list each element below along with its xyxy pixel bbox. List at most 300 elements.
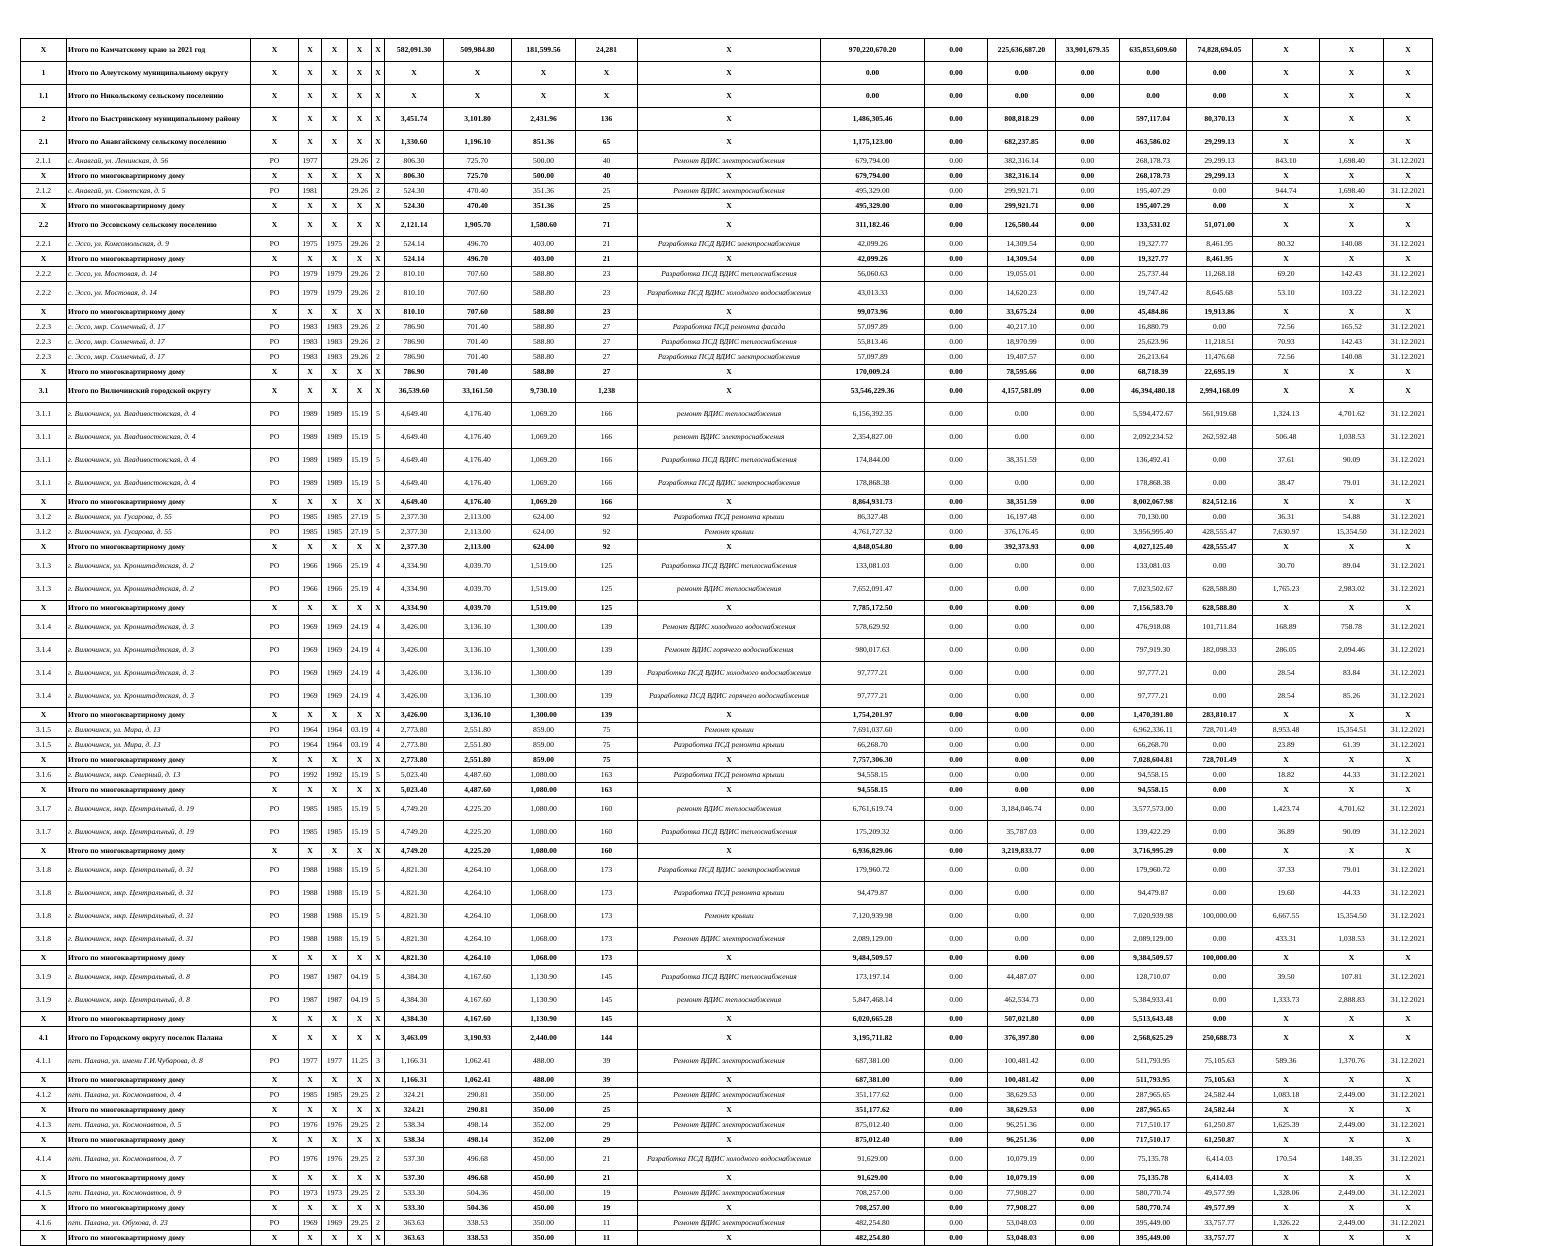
cell-max-unit-cost: X [1320, 1171, 1384, 1186]
cell-cost-other: 628,588.80 [1187, 578, 1253, 601]
cell-area-total: 786.90 [385, 320, 444, 335]
cell-floors: X [372, 1073, 385, 1088]
cell-cost-total: 980,017.63 [821, 639, 925, 662]
cell-cost-regional: 3,219,833.77 [988, 844, 1056, 859]
cell-cost-municipal: 0.00 [1056, 380, 1120, 403]
cell-cost-other: 29,299.13 [1187, 131, 1253, 154]
cell-cost-total: 170,009.24 [821, 365, 925, 380]
cell-wear-date: X [348, 380, 372, 403]
total-row [21, 62, 1433, 85]
cell-floors: X [372, 199, 385, 214]
cell-cost-owners: 268,178.73 [1120, 154, 1187, 169]
cell-unit-cost: X [1253, 1027, 1320, 1050]
cell-cost-other: 0.00 [1187, 989, 1253, 1012]
cell-cost-municipal: 0.00 [1056, 882, 1120, 905]
cell-cost-regional: 3,184,046.74 [988, 798, 1056, 821]
cell-cost-total: 133,081.03 [821, 555, 925, 578]
cell-row-number: 2.1.2 [21, 184, 67, 199]
cell-max-unit-cost: 1,038.53 [1320, 426, 1384, 449]
cell-unit-cost: 19.60 [1253, 882, 1320, 905]
cell-area-roof: 1,300.00 [512, 685, 576, 708]
cell-unit-cost: 70.93 [1253, 335, 1320, 350]
cell-row-number: 4.1.2 [21, 1088, 67, 1103]
cell-object-name: с. Эссо, ул. Мостовая, д. 14 [67, 282, 251, 305]
cell-area-roof: 1,080.00 [512, 798, 576, 821]
cell-row-number: X [21, 601, 67, 616]
table-row [21, 768, 1433, 783]
cell-cost-municipal: 0.00 [1056, 335, 1120, 350]
cell-floors: 5 [372, 426, 385, 449]
cell-completion-date: X [1384, 1171, 1433, 1186]
cell-year-renov: 1976 [322, 1148, 348, 1171]
cell-work-type: Разработка ПСД ВДИС теплоснабжения [638, 966, 821, 989]
cell-floors: X [372, 169, 385, 184]
cell-cost-municipal: 0.00 [1056, 966, 1120, 989]
cell-cost-total: 86,327.48 [821, 510, 925, 525]
cell-cost-owners: 16,880.79 [1120, 320, 1187, 335]
cell-area-total: 4,649.40 [385, 495, 444, 510]
cell-floors: X [372, 1231, 385, 1246]
cell-year-built: 1992 [299, 768, 322, 783]
cell-unit-cost: 38.47 [1253, 472, 1320, 495]
cell-wear-date: 29.26 [348, 267, 372, 282]
cell-area-total: 810.10 [385, 282, 444, 305]
cell-area-living: 4,487.60 [444, 768, 512, 783]
cell-unit-cost: 1,625.39 [1253, 1118, 1320, 1133]
cell-area-roof: 450.00 [512, 1171, 576, 1186]
cell-area-total: 806.30 [385, 154, 444, 169]
cell-year-built: 1966 [299, 555, 322, 578]
cell-year-built: X [299, 252, 322, 267]
cell-max-unit-cost: X [1320, 1103, 1384, 1118]
cell-residents: 40 [576, 154, 638, 169]
cell-object-name: пгт. Палана, ул. Космонавтов, д. 7 [67, 1148, 251, 1171]
cell-row-number: X [21, 708, 67, 723]
cell-area-living: 33,161.50 [444, 380, 512, 403]
cell-area-total: 4,749.20 [385, 798, 444, 821]
cell-cost-federal: 0.00 [925, 403, 988, 426]
cell-cost-owners: 9,384,509.57 [1120, 951, 1187, 966]
cell-residents: 24,281 [576, 39, 638, 62]
cell-type: РО [251, 966, 299, 989]
cell-type: X [251, 844, 299, 859]
cell-wear-date: 15.19 [348, 905, 372, 928]
cell-max-unit-cost: 140.08 [1320, 350, 1384, 365]
cell-wear-date: 15.19 [348, 403, 372, 426]
cell-cost-federal: 0.00 [925, 859, 988, 882]
cell-area-roof: 352.00 [512, 1118, 576, 1133]
cell-year-renov: X [322, 1012, 348, 1027]
cell-cost-owners: 5,513,643.48 [1120, 1012, 1187, 1027]
total-row [21, 601, 1433, 616]
cell-wear-date: 15.19 [348, 882, 372, 905]
cell-year-renov: 1987 [322, 989, 348, 1012]
cell-cost-other: 0.00 [1187, 798, 1253, 821]
cell-cost-regional: 0.00 [988, 882, 1056, 905]
cell-cost-other: 8,461.95 [1187, 252, 1253, 267]
cell-area-roof: 403.00 [512, 237, 576, 252]
cell-wear-date: 27.19 [348, 525, 372, 540]
cell-unit-cost: X [1253, 62, 1320, 85]
cell-year-renov: 1987 [322, 966, 348, 989]
cell-floors: X [372, 1012, 385, 1027]
total-row [21, 1027, 1433, 1050]
cell-year-renov: 1979 [322, 282, 348, 305]
cell-cost-owners: 5,594,472.67 [1120, 403, 1187, 426]
cell-cost-total: 7,120,939.98 [821, 905, 925, 928]
cell-year-renov: X [322, 601, 348, 616]
cell-area-total: 786.90 [385, 335, 444, 350]
cell-type: X [251, 365, 299, 380]
cell-floors: X [372, 951, 385, 966]
cell-cost-other: 0.00 [1187, 320, 1253, 335]
cell-unit-cost: 170.54 [1253, 1148, 1320, 1171]
cell-cost-total: 9,484,509.57 [821, 951, 925, 966]
cell-work-type: Ремонт ВДИС электроснабжения [638, 154, 821, 169]
cell-cost-regional: 0.00 [988, 472, 1056, 495]
cell-cost-municipal: 0.00 [1056, 449, 1120, 472]
cell-floors: 2 [372, 1148, 385, 1171]
cell-cost-owners: 136,492.41 [1120, 449, 1187, 472]
cell-cost-federal: 0.00 [925, 184, 988, 199]
cell-unit-cost: X [1253, 305, 1320, 320]
cell-wear-date: X [348, 1103, 372, 1118]
cell-floors: 5 [372, 989, 385, 1012]
cell-year-built: X [299, 844, 322, 859]
cell-max-unit-cost: X [1320, 199, 1384, 214]
table-row [21, 525, 1433, 540]
cell-cost-regional: 38,629.53 [988, 1103, 1056, 1118]
cell-wear-date: X [348, 169, 372, 184]
cell-row-number: 3.1.8 [21, 882, 67, 905]
cell-cost-owners: 4,027,125.40 [1120, 540, 1187, 555]
cell-year-renov: X [322, 169, 348, 184]
cell-object-name: Итого по Эссовскому сельскому поселению [67, 214, 251, 237]
cell-area-total: 3,426.00 [385, 662, 444, 685]
cell-max-unit-cost: 4,701.62 [1320, 403, 1384, 426]
cell-cost-municipal: 0.00 [1056, 62, 1120, 85]
cell-type: РО [251, 472, 299, 495]
cell-cost-federal: 0.00 [925, 1133, 988, 1148]
cell-row-number: 2.2 [21, 214, 67, 237]
cell-object-name: Итого по многоквартирному дому [67, 1012, 251, 1027]
cell-cost-total: 3,195,711.82 [821, 1027, 925, 1050]
cell-year-renov: 1969 [322, 639, 348, 662]
cell-unit-cost: 72.56 [1253, 350, 1320, 365]
cell-work-type: Ремонт ВДИС горячего водоснабжения [638, 639, 821, 662]
cell-year-built: 1979 [299, 282, 322, 305]
cell-completion-date: X [1384, 131, 1433, 154]
cell-row-number: 3.1.1 [21, 472, 67, 495]
cell-type: РО [251, 426, 299, 449]
cell-max-unit-cost: X [1320, 85, 1384, 108]
table-row [21, 1186, 1433, 1201]
cell-cost-regional: 0.00 [988, 738, 1056, 753]
total-row [21, 708, 1433, 723]
cell-work-type: X [638, 169, 821, 184]
cell-cost-total: 6,020,665.28 [821, 1012, 925, 1027]
cell-residents: 23 [576, 282, 638, 305]
cell-residents: 75 [576, 753, 638, 768]
cell-residents: 145 [576, 989, 638, 1012]
cell-work-type: X [638, 380, 821, 403]
cell-max-unit-cost: 2,449.00 [1320, 1216, 1384, 1231]
cell-cost-owners: 1,470,391.80 [1120, 708, 1187, 723]
cell-cost-federal: 0.00 [925, 380, 988, 403]
cell-area-roof: 624.00 [512, 510, 576, 525]
cell-cost-owners: 287,965.65 [1120, 1103, 1187, 1118]
cell-wear-date: 24.19 [348, 662, 372, 685]
table-row [21, 738, 1433, 753]
cell-object-name: Итого по многоквартирному дому [67, 708, 251, 723]
cell-object-name: с. Эссо, ул. Мостовая, д. 14 [67, 267, 251, 282]
table-row [21, 426, 1433, 449]
cell-cost-municipal: 0.00 [1056, 305, 1120, 320]
cell-cost-federal: 0.00 [925, 62, 988, 85]
cell-cost-other: 29,299.13 [1187, 154, 1253, 169]
cell-area-total: 4,821.30 [385, 905, 444, 928]
cell-cost-municipal: 0.00 [1056, 472, 1120, 495]
cell-year-built: X [299, 380, 322, 403]
cell-area-living: 701.40 [444, 365, 512, 380]
cell-cost-municipal: 0.00 [1056, 184, 1120, 199]
cell-wear-date: X [348, 131, 372, 154]
cell-year-built: X [299, 708, 322, 723]
cell-object-name: с. Эссо, мкр. Солнечный, д. 17 [67, 320, 251, 335]
cell-cost-federal: 0.00 [925, 821, 988, 844]
cell-year-built: X [299, 1171, 322, 1186]
cell-type: РО [251, 1118, 299, 1133]
cell-cost-municipal: 0.00 [1056, 199, 1120, 214]
cell-area-living: 4,176.40 [444, 472, 512, 495]
cell-year-renov: 1969 [322, 685, 348, 708]
cell-max-unit-cost: X [1320, 1231, 1384, 1246]
cell-wear-date: 29.26 [348, 335, 372, 350]
cell-year-renov: X [322, 365, 348, 380]
cell-year-renov: X [322, 495, 348, 510]
cell-wear-date: X [348, 844, 372, 859]
cell-floors: 4 [372, 723, 385, 738]
cell-work-type: X [638, 783, 821, 798]
cell-completion-date: 31.12.2021 [1384, 685, 1433, 708]
cell-area-total: 2,773.80 [385, 753, 444, 768]
cell-floors: 2 [372, 1216, 385, 1231]
cell-completion-date: 31.12.2021 [1384, 472, 1433, 495]
cell-floors: 2 [372, 267, 385, 282]
cell-floors: 5 [372, 472, 385, 495]
cell-type: РО [251, 510, 299, 525]
cell-residents: 145 [576, 1012, 638, 1027]
cell-cost-total: 0.00 [821, 85, 925, 108]
cell-cost-owners: 395,449.00 [1120, 1216, 1187, 1231]
cell-year-built: X [299, 62, 322, 85]
cell-year-built: 1964 [299, 738, 322, 753]
cell-wear-date: X [348, 951, 372, 966]
cell-row-number: 4.1 [21, 1027, 67, 1050]
cell-area-living: 504.36 [444, 1201, 512, 1216]
cell-cost-owners: 179,960.72 [1120, 859, 1187, 882]
cell-area-living: 707.60 [444, 267, 512, 282]
cell-area-total: 363.63 [385, 1216, 444, 1231]
cell-cost-regional: 0.00 [988, 601, 1056, 616]
cell-row-number: 2.2.2 [21, 267, 67, 282]
table-row [21, 928, 1433, 951]
cell-residents: 139 [576, 616, 638, 639]
cell-cost-other: 11,268.18 [1187, 267, 1253, 282]
cell-cost-regional: 126,580.44 [988, 214, 1056, 237]
cell-area-total: 4,384.30 [385, 966, 444, 989]
cell-cost-municipal: 0.00 [1056, 1118, 1120, 1133]
cell-year-renov: 1992 [322, 768, 348, 783]
cell-cost-federal: 0.00 [925, 1027, 988, 1050]
cell-cost-owners: 139,422.29 [1120, 821, 1187, 844]
cell-unit-cost: X [1253, 495, 1320, 510]
cell-max-unit-cost: 44.33 [1320, 768, 1384, 783]
cell-cost-federal: 0.00 [925, 495, 988, 510]
cell-cost-other: 74,828,694.05 [1187, 39, 1253, 62]
cell-cost-regional: 0.00 [988, 85, 1056, 108]
cell-wear-date: X [348, 1171, 372, 1186]
cell-cost-total: 94,558.15 [821, 768, 925, 783]
cell-cost-other: 628,588.80 [1187, 601, 1253, 616]
cell-cost-regional: 0.00 [988, 951, 1056, 966]
cell-object-name: г. Вилючинск, ул. Владивостокская, д. 4 [67, 472, 251, 495]
cell-area-roof: 1,068.00 [512, 859, 576, 882]
cell-area-total: 3,426.00 [385, 639, 444, 662]
cell-max-unit-cost: X [1320, 844, 1384, 859]
cell-work-type: X [638, 844, 821, 859]
cell-cost-municipal: 0.00 [1056, 1171, 1120, 1186]
cell-cost-total: 875,012.40 [821, 1118, 925, 1133]
cell-cost-owners: 717,510.17 [1120, 1133, 1187, 1148]
cell-unit-cost: X [1253, 214, 1320, 237]
cell-cost-municipal: 0.00 [1056, 753, 1120, 768]
cell-work-type: X [638, 1133, 821, 1148]
cell-year-renov: 1988 [322, 859, 348, 882]
cell-year-renov: 1985 [322, 821, 348, 844]
table-row [21, 472, 1433, 495]
cell-floors: X [372, 305, 385, 320]
cell-unit-cost: 39.50 [1253, 966, 1320, 989]
cell-unit-cost: 28.54 [1253, 685, 1320, 708]
cell-cost-other: 0.00 [1187, 685, 1253, 708]
cell-wear-date: 15.19 [348, 472, 372, 495]
cell-area-roof: 1,080.00 [512, 768, 576, 783]
cell-residents: X [576, 62, 638, 85]
cell-area-roof: X [512, 62, 576, 85]
cell-row-number: 3.1 [21, 380, 67, 403]
cell-cost-federal: 0.00 [925, 966, 988, 989]
cell-residents: 23 [576, 305, 638, 320]
cell-area-total: 4,649.40 [385, 472, 444, 495]
cell-area-living: 701.40 [444, 320, 512, 335]
cell-residents: 27 [576, 365, 638, 380]
cell-object-name: Итого по Городскому округу поселок Палана [67, 1027, 251, 1050]
cell-year-renov: 1989 [322, 403, 348, 426]
cell-area-total: 4,334.90 [385, 555, 444, 578]
cell-year-built: 1985 [299, 525, 322, 540]
cell-year-built: 1985 [299, 821, 322, 844]
cell-cost-regional: 0.00 [988, 62, 1056, 85]
cell-unit-cost: 589.36 [1253, 1050, 1320, 1073]
cell-cost-federal: 0.00 [925, 449, 988, 472]
cell-cost-other: 0.00 [1187, 662, 1253, 685]
cell-area-roof: 500.00 [512, 169, 576, 184]
cell-object-name: Итого по Быстринскому муниципальному району [67, 108, 251, 131]
cell-cost-municipal: 0.00 [1056, 859, 1120, 882]
cell-cost-regional: 14,620.23 [988, 282, 1056, 305]
cell-residents: 23 [576, 267, 638, 282]
cell-type: X [251, 1027, 299, 1050]
cell-cost-owners: 94,558.15 [1120, 768, 1187, 783]
cell-work-type: Разработка ПСД ремонта фасада [638, 320, 821, 335]
cell-cost-other: 100,000.00 [1187, 951, 1253, 966]
table-row [21, 335, 1433, 350]
cell-area-roof: 1,080.00 [512, 844, 576, 859]
cell-work-type: Разработка ПСД ВДИС электроснабжения [638, 237, 821, 252]
table-row [21, 449, 1433, 472]
cell-area-roof: 1,300.00 [512, 616, 576, 639]
cell-area-total: 4,821.30 [385, 882, 444, 905]
cell-cost-regional: 0.00 [988, 723, 1056, 738]
cell-row-number: 2 [21, 108, 67, 131]
cell-object-name: Итого по Анавгайскому сельскому поселению [67, 131, 251, 154]
total-row [21, 199, 1433, 214]
cell-cost-regional: 35,787.03 [988, 821, 1056, 844]
cell-area-roof: 1,130.90 [512, 966, 576, 989]
cell-wear-date: 15.19 [348, 768, 372, 783]
cell-cost-municipal: 0.00 [1056, 1186, 1120, 1201]
cell-unit-cost: 1,326.22 [1253, 1216, 1320, 1231]
cell-cost-federal: 0.00 [925, 267, 988, 282]
cell-cost-federal: 0.00 [925, 540, 988, 555]
cell-cost-federal: 0.00 [925, 928, 988, 951]
cell-floors: X [372, 39, 385, 62]
table-row [21, 403, 1433, 426]
cell-work-type: Разработка ПСД ВДИС горячего водоснабжения [638, 685, 821, 708]
cell-residents: 27 [576, 320, 638, 335]
cell-cost-regional: 100,481.42 [988, 1073, 1056, 1088]
cell-max-unit-cost: 2,983.02 [1320, 578, 1384, 601]
cell-type: X [251, 1073, 299, 1088]
cell-floors: 2 [372, 184, 385, 199]
cell-cost-total: 94,479.87 [821, 882, 925, 905]
cell-residents: 27 [576, 350, 638, 365]
cell-residents: 139 [576, 685, 638, 708]
total-row [21, 783, 1433, 798]
cell-cost-federal: 0.00 [925, 472, 988, 495]
cell-floors: 2 [372, 1118, 385, 1133]
cell-row-number: 3.1.6 [21, 768, 67, 783]
cell-cost-federal: 0.00 [925, 1088, 988, 1103]
cell-cost-other: 51,071.00 [1187, 214, 1253, 237]
cell-year-built: 1987 [299, 966, 322, 989]
cell-area-total: 3,463.09 [385, 1027, 444, 1050]
cell-area-living: X [444, 62, 512, 85]
cell-wear-date: 29.26 [348, 282, 372, 305]
cell-cost-other: 728,701.49 [1187, 723, 1253, 738]
cell-cost-other: 0.00 [1187, 768, 1253, 783]
cell-cost-total: 91,629.00 [821, 1148, 925, 1171]
cell-area-living: 2,551.80 [444, 738, 512, 753]
cell-object-name: Итого по многоквартирному дому [67, 1231, 251, 1246]
cell-object-name: г. Вилючинск, мкр. Центральный, д. 31 [67, 928, 251, 951]
cell-cost-total: 53,546,229.36 [821, 380, 925, 403]
cell-residents: 166 [576, 495, 638, 510]
cell-area-roof: 1,580.60 [512, 214, 576, 237]
cell-object-name: Итого по многоквартирному дому [67, 252, 251, 267]
cell-unit-cost: X [1253, 169, 1320, 184]
